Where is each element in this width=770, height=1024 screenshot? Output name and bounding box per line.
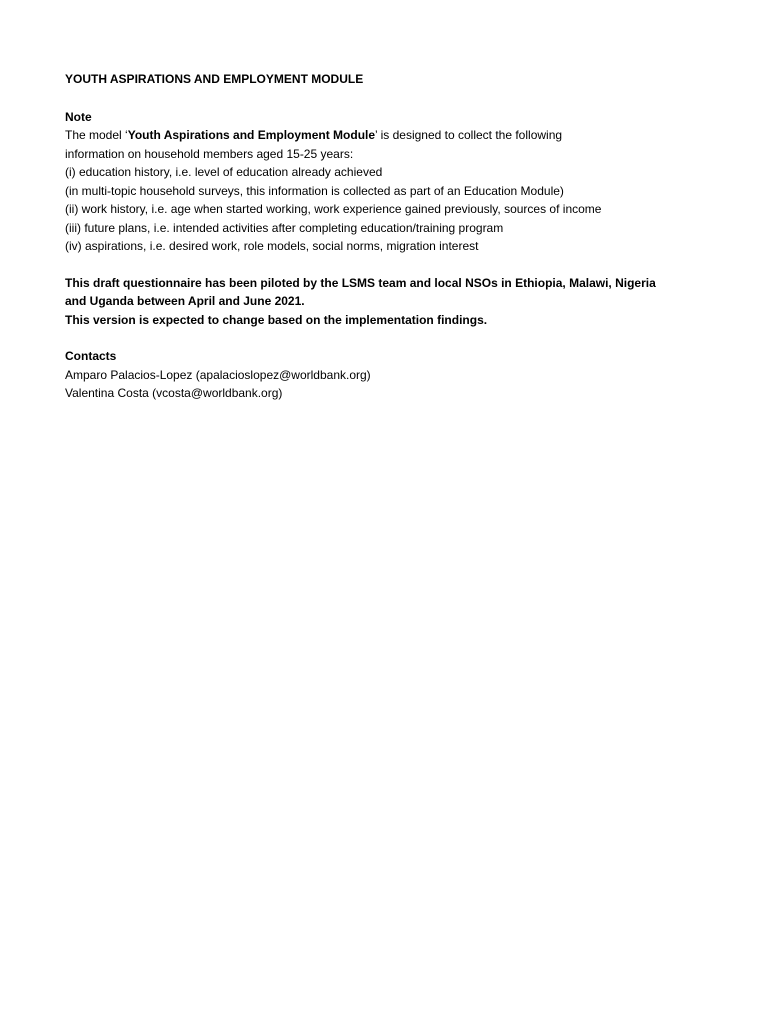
note-line: (ii) work history, i.e. age when started working, work experience gained previously, sources of income — [65, 202, 602, 216]
note-line: (in multi-topic household surveys, this information is collected as part of an Education Module) — [65, 183, 564, 198]
contacts-section — [65, 347, 705, 403]
note-module-name: Youth Aspirations and Employment Module — [127, 128, 376, 142]
pilot-statement — [65, 274, 705, 330]
note-line: (i) education history, i.e. level of education already achieved — [65, 165, 383, 179]
pilot-line: This version is expected to change based on the implementation findings. — [65, 312, 488, 327]
document-page — [65, 70, 705, 403]
contact-person: Amparo Palacios-Lopez (apalacioslopez@worldbank.org) — [65, 367, 371, 382]
contacts-heading: Contacts — [65, 349, 117, 363]
note-heading: Note — [65, 109, 92, 124]
note-intro-suffix: ’ is designed to collect the following — [375, 128, 563, 142]
note-section — [65, 108, 705, 256]
note-line: (iii) future plans, i.e. intended activities after completing education/training program — [65, 220, 504, 235]
pilot-line: This draft questionnaire has been piloted by the LSMS team and local NSOs in Ethiopia, Malawi, Nigeria — [65, 275, 656, 290]
note-line: (iv) aspirations, i.e. desired work, role models, social norms, migration interest — [65, 239, 479, 253]
note-intro-line — [65, 126, 705, 145]
pilot-line: and Uganda between April and June 2021. — [65, 294, 305, 308]
contact-person: Valentina Costa (vcosta@worldbank.org) — [65, 386, 283, 400]
note-intro-prefix: The model ‘ — [65, 128, 128, 142]
document-title: YOUTH ASPIRATIONS AND EMPLOYMENT MODULE — [65, 72, 364, 86]
note-line: information on household members aged 15-25 years: — [65, 146, 354, 161]
